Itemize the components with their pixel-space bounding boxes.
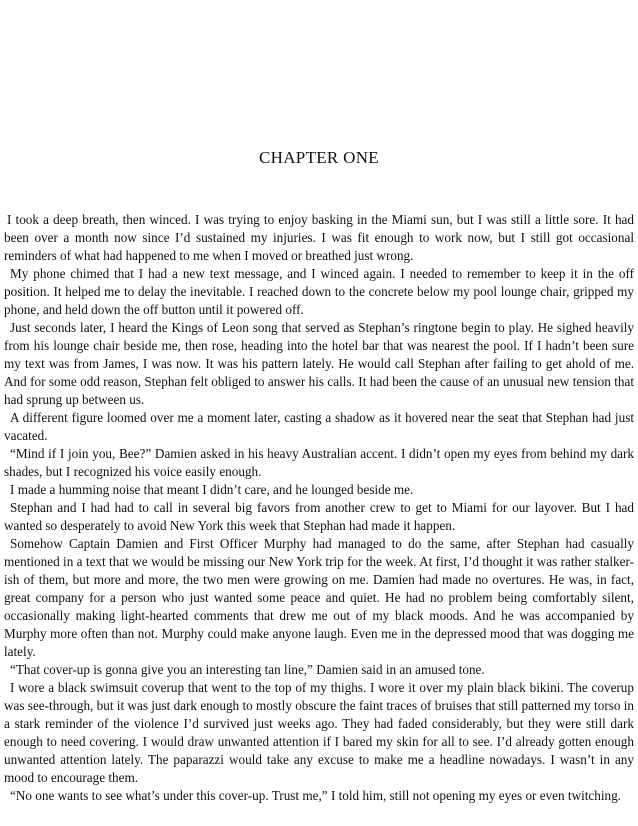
chapter-body [4,211,634,805]
paragraph: “No one wants to see what’s under this cover-up. Trust me,” I told him, still not opening my eyes or even twitching. [10,788,622,803]
chapter-title: CHAPTER ONE [259,148,379,167]
paragraph: “Mind if I join you, Bee?” Damien asked in his heavy Australian accent. I didn’t open my eyes from behind my dark shades, but I recognized his voice easily enough. [4,446,634,479]
paragraph: Just seconds later, I heard the Kings of Leon song that served as Stephan’s ringtone begin to play. He sighed heavily from his lounge chair beside me, then rose, heading into the hotel bar that was nearest the pool. If I hadn’t been sure my text was from James, I was now. It was his pattern lately. He would call Stephan after failing to get ahold of me. And for some odd reason, Stephan felt obliged to answer his calls. It had been the cause of an unusual new tension that had sprung up between us. [4,320,634,407]
paragraph: Somehow Captain Damien and First Officer Murphy had managed to do the same, after Stephan had casually mentioned in a text that we would be missing our New York trip for the week. At first, I’d thought it was rather stalker-ish of them, but more and more, the two men were growing on me. Damien had made no overtures. He was, in fact, great company for a person who just wanted some peace and quiet. He had no problem being comfortably silent, occasionally making light-hearted comments that drew me out of my black moods. And he was accompanied by Murphy more often than not. Murphy could make anyone laugh. Even me in the depressed mood that was dogging me lately. [4,536,634,659]
paragraph: “That cover-up is gonna give you an interesting tan line,” Damien said in an amused tone. [10,662,485,677]
paragraph: A different figure loomed over me a moment later, casting a shadow as it hovered near the seat that Stephan had just vacated. [4,410,634,443]
paragraph: I made a humming noise that meant I didn’t care, and he lounged beside me. [10,482,414,497]
paragraph: I wore a black swimsuit coverup that went to the top of my thighs. I wore it over my plain black bikini. The coverup was see-through, but it was just dark enough to mostly obscure the faint traces of bruises that still patterned my torso in a stark reminder of the violence I’d survived just weeks ago. They had faded considerably, but they were still dark enough to need covering. I would draw unwanted attention if I bared my skin for all to see. I’d already gotten enough unwanted attention lately. The paparazzi would take any excuse to make me a headline nowadays. I wasn’t in any mood to encourage them. [4,680,634,785]
paragraph: I took a deep breath, then winced. I was trying to enjoy basking in the Miami sun, but I was still a little sore. It had been over a month now since I’d sustained my injuries. I was fit enough to work now, but I still got occasional reminders of what had happened to me when I moved or breathed just wrong. [4,212,634,263]
paragraph: Stephan and I had had to call in several big favors from another crew to get to Miami for our layover. But I had wanted so desperately to avoid New York this week that Stephan had made it happen. [4,500,634,533]
paragraph: My phone chimed that I had a new text message, and I winced again. I needed to remember to keep it in the off position. It helped me to delay the inevitable. I reached down to the concrete below my pool lounge chair, gripped my phone, and held down the off button until it powered off. [4,266,634,317]
